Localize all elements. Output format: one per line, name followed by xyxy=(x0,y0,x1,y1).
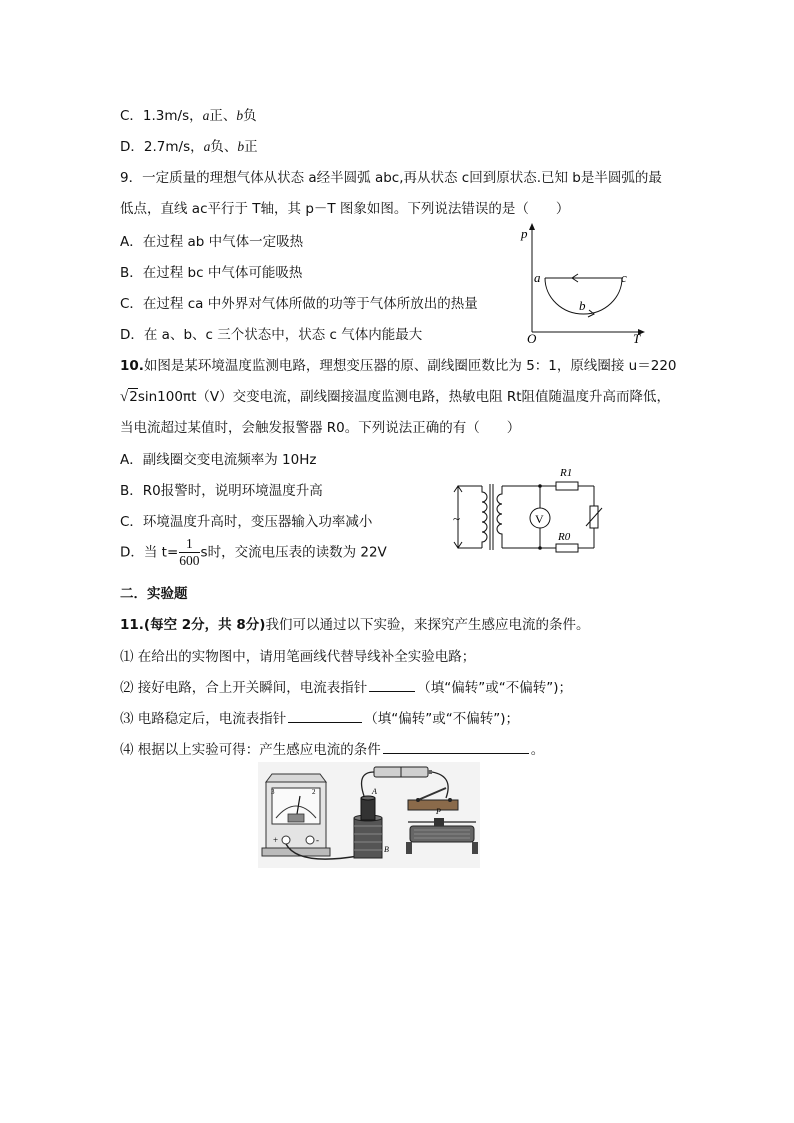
q11-part2 xyxy=(120,676,572,696)
svg-text:3: 3 xyxy=(271,788,275,796)
q8-c-a: a xyxy=(202,108,210,123)
q10-stem-line2 xyxy=(120,385,670,406)
q10-sqrt-sign: √ xyxy=(120,389,129,405)
q10-d-post: s时，交流电压表的读数为 22V xyxy=(200,544,387,561)
q10-fraction xyxy=(179,536,199,569)
q9-pt-graph xyxy=(512,222,652,344)
q10-primary-coil xyxy=(482,486,487,548)
section-title-experiments: 二．实验题 xyxy=(120,586,188,602)
q11-number: 11. xyxy=(120,617,144,633)
q11-part3 xyxy=(120,707,519,727)
q10-r0-label: R0 xyxy=(558,531,571,543)
q8-d-a-sign: 负、 xyxy=(210,139,238,155)
q9-option-a: A．在过程 ab 中气体一定吸热 xyxy=(120,234,304,250)
q10-r1-label: R1 xyxy=(560,467,573,479)
q10-r1-resistor xyxy=(556,482,578,490)
q11-p3-post: （填“偏转”或“不偏转”)； xyxy=(364,711,520,727)
q9-option-b: B．在过程 bc 中气体可能吸热 xyxy=(120,265,303,281)
q10-source-symbol: ~ xyxy=(453,511,461,526)
q11-part4 xyxy=(120,738,544,758)
q9-t-label: T xyxy=(633,331,641,344)
q10-stem-line3: 当电流超过某值时，会触发报警器 R0。下列说法正确的有（ ） xyxy=(120,420,521,436)
q11-p3-answer-blank[interactable] xyxy=(288,710,362,723)
q10-stem2: sin100πt（V）交变电流，副线圈接温度监测电路，热敏电阻 Rt阻值随温度升高而降低， xyxy=(137,389,671,405)
q10-voltmeter-label: V xyxy=(535,512,544,526)
q11-stem xyxy=(120,613,589,633)
rheostat-slider-label: P xyxy=(436,807,441,816)
q11-p2-post: （填“偏转”或“不偏转”)； xyxy=(417,680,573,696)
q8-option-c xyxy=(120,104,257,124)
galvanometer-plus-label: + xyxy=(273,835,279,845)
q8-d-b: b xyxy=(237,139,245,154)
q10-d-pre: D．当 t= xyxy=(120,544,179,561)
q9-p-label: p xyxy=(521,226,528,241)
q9-b-label: b xyxy=(579,298,586,313)
q9-c-label: c xyxy=(621,270,627,285)
q10-frac-den: 600 xyxy=(179,553,200,568)
q9-a-label: a xyxy=(534,270,541,285)
q8-d-label: D．2.7m/s， xyxy=(120,139,204,155)
q11-score: (每空 2分，共 8分) xyxy=(143,617,266,633)
q11-part1: ⑴ 在给出的实物图中，请用笔画线代替导线补全实验电路； xyxy=(120,649,476,665)
q10-frac-num: 1 xyxy=(179,536,199,553)
q11-apparatus-illustration xyxy=(258,762,480,868)
q11-p4-pre: ⑷ 根据以上实验可得：产生感应电流的条件 xyxy=(120,742,381,758)
q10-stem1: 如图是某环境温度监测电路，理想变压器的原、副线圈匝数比为 5：1，原线圈接 u＝220 xyxy=(143,358,677,374)
q10-option-c: C．环境温度升高时，变压器输入功率减小 xyxy=(120,514,373,530)
q10-option-a: A．副线圈交变电流频率为 10Hz xyxy=(120,452,317,468)
q11-stem-text: 我们可以通过以下实验，来探究产生感应电流的条件。 xyxy=(265,617,590,633)
svg-text:2: 2 xyxy=(312,788,316,796)
q8-option-d xyxy=(120,135,258,155)
q9-stem-line1: 9．一定质量的理想气体从状态 a经半圆弧 abc,再从状态 c回到原状态.已知 b是半圆弧的最 xyxy=(120,170,662,186)
galvanometer-minus-label: - xyxy=(316,835,319,845)
q11-p3-pre: ⑶ 电路稳定后，电流表指针 xyxy=(120,711,287,727)
q11-p4-post: 。 xyxy=(530,742,545,758)
q11-p2-answer-blank[interactable] xyxy=(369,679,415,692)
q8-c-label: C．1.3m/s， xyxy=(120,108,203,124)
q10-r0-resistor xyxy=(556,544,578,552)
q10-stem-line1 xyxy=(120,354,677,374)
battery xyxy=(374,767,432,777)
q10-sqrt-value: 2 xyxy=(129,389,138,405)
q8-c-a-sign: 正、 xyxy=(209,108,237,124)
q10-option-b: B．R0报警时，说明环境温度升高 xyxy=(120,483,323,499)
q10-secondary-coil xyxy=(497,486,502,548)
q8-d-a: a xyxy=(203,139,211,154)
q9-option-c: C．在过程 ca 中外界对气体所做的功等于气体所放出的热量 xyxy=(120,296,478,312)
q8-c-b: b xyxy=(236,108,244,123)
coil-b-label: B xyxy=(384,845,389,854)
q8-c-b-sign: 负 xyxy=(243,108,257,124)
galvanometer xyxy=(262,774,330,856)
q11-p2-pre: ⑵ 接好电路，合上开关瞬间，电流表指针 xyxy=(120,680,368,696)
q8-d-b-sign: 正 xyxy=(244,139,258,155)
q11-p4-answer-blank[interactable] xyxy=(383,741,529,754)
q10-circuit-diagram xyxy=(448,466,608,556)
q9-o-label: O xyxy=(527,331,537,344)
q9-stem-line2: 低点，直线 ac平行于 T轴，其 p－T 图象如图。下列说法错误的是（ ） xyxy=(120,201,570,217)
q10-option-d xyxy=(120,536,387,569)
coil-a-label: A xyxy=(372,787,377,796)
q10-number: 10. xyxy=(120,358,144,374)
q9-option-d: D．在 a、b、c 三个状态中，状态 c 气体内能最大 xyxy=(120,327,423,343)
